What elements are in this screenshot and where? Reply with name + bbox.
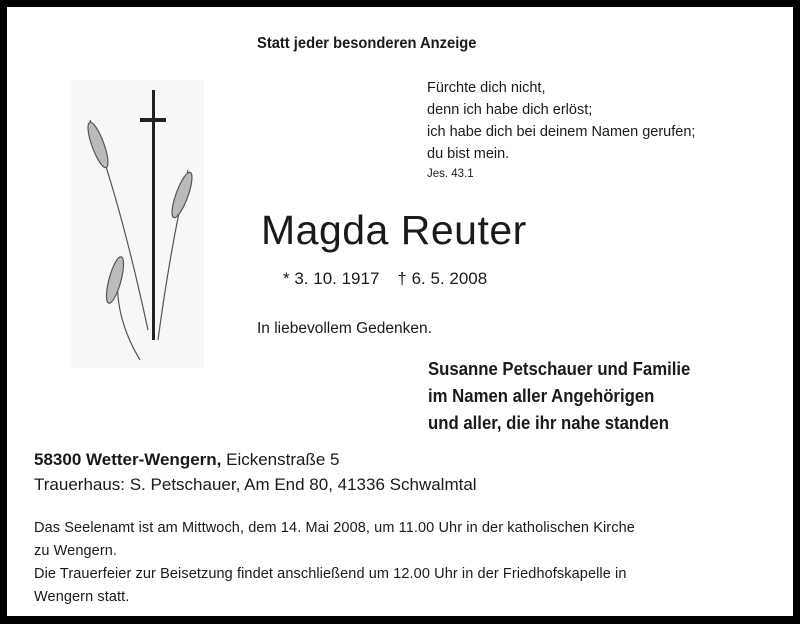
birth-date: * 3. 10. 1917 (283, 269, 380, 288)
cross-wheat-illustration (70, 80, 204, 368)
header-notice: Statt jeder besonderen Anzeige (257, 35, 477, 52)
deceased-name: Magda Reuter (261, 207, 527, 253)
bible-quote (427, 77, 695, 183)
death-date: † 6. 5. 2008 (397, 269, 488, 288)
quote-line: Fürchte dich nicht, (427, 80, 546, 96)
address-city: 58300 Wetter-Wengern, (34, 450, 222, 469)
info-line: Die Trauerfeier zur Beisetzung findet anschließend um 12.00 Uhr in der Friedhofskapelle in (34, 566, 627, 582)
quote-line: denn ich habe dich erlöst; (427, 102, 593, 118)
obituary-card (7, 7, 793, 616)
address-street: Eickenstraße 5 (221, 450, 340, 469)
signer-line: und aller, die ihr nahe standen (428, 413, 669, 433)
life-dates (283, 269, 505, 289)
address-block (34, 447, 477, 497)
signers (428, 356, 690, 437)
signer-line: Susanne Petschauer und Familie (428, 359, 691, 379)
quote-line: du bist mein. (427, 146, 510, 162)
info-line: Das Seelenamt ist am Mittwoch, dem 14. Mai 2008, um 11.00 Uhr in der katholischen Kirche (34, 520, 635, 536)
mourning-house: Trauerhaus: S. Petschauer, Am End 80, 41336 Schwalmtal (34, 475, 477, 494)
quote-reference: Jes. 43.1 (427, 168, 474, 180)
memory-text: In liebevollem Gedenken. (257, 320, 432, 337)
quote-line: ich habe dich bei deinem Namen gerufen; (427, 124, 696, 140)
service-info (34, 517, 635, 609)
info-line: zu Wengern. (34, 543, 118, 559)
info-line: Wengern statt. (34, 589, 130, 605)
signer-line: im Namen aller Angehörigen (428, 386, 655, 406)
